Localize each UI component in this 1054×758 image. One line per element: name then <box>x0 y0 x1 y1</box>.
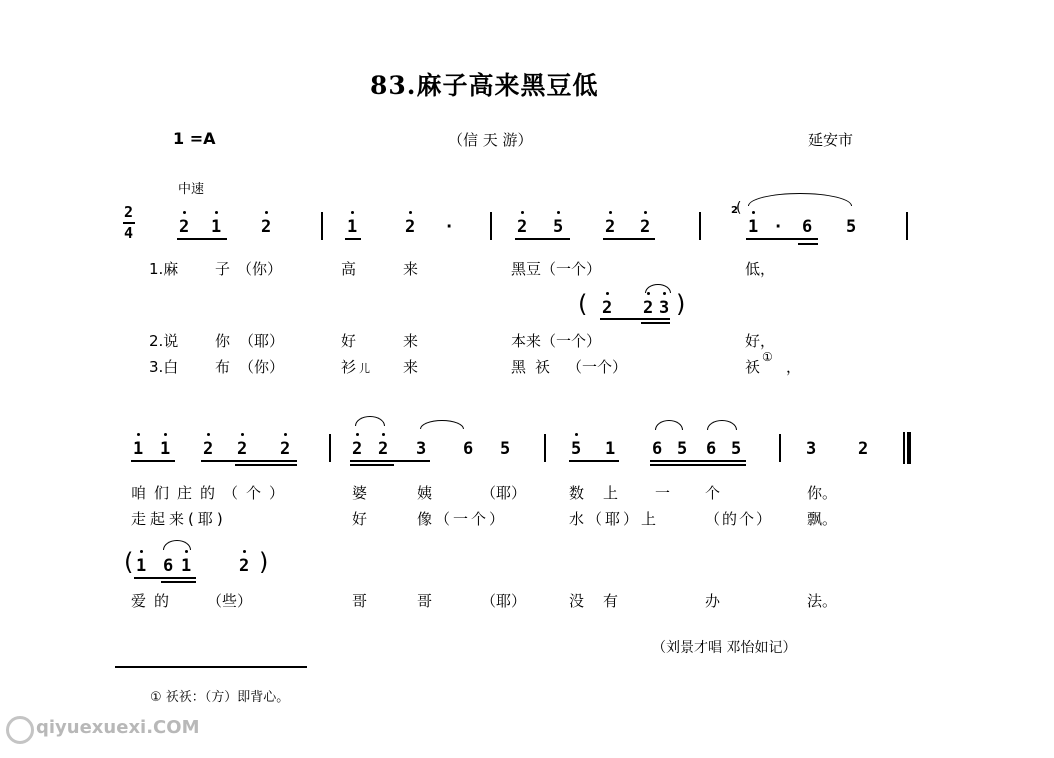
ossia-note: 1 <box>136 556 147 576</box>
ossia-note: 2 <box>602 298 613 318</box>
high-octave-dot <box>356 433 359 436</box>
lyric-syllable: 没 <box>569 592 585 610</box>
ossia-note: 1 <box>181 556 192 576</box>
note: 5 <box>846 217 857 237</box>
beam <box>569 460 619 462</box>
lyric-syllable: （你） <box>237 260 283 278</box>
lyric-syllable: 高 <box>341 260 357 278</box>
lyric-syllable: 来 <box>403 260 419 278</box>
note-extension: 2 <box>858 439 869 459</box>
lyric-syllable: 衫 <box>341 358 357 376</box>
dotted-note-dot: · <box>444 217 455 237</box>
lyric-syllable: 姨 <box>417 484 433 502</box>
ossia-slur <box>645 284 671 293</box>
lyric-syllable: 1.麻 <box>149 260 179 278</box>
phrase-slur <box>748 193 852 206</box>
beam <box>515 238 570 240</box>
note: 3 <box>806 439 817 459</box>
lyric-syllable: 低， <box>745 260 776 278</box>
high-octave-dot <box>241 433 244 436</box>
lyric-syllable: （的个） <box>705 510 774 528</box>
double-beam <box>235 464 297 466</box>
note: 1 <box>748 217 759 237</box>
barline <box>906 212 908 240</box>
lyric-syllable: 3.白 <box>149 358 179 376</box>
dotted-note-dot: · <box>773 217 784 237</box>
beam <box>177 238 227 240</box>
barline <box>544 434 546 462</box>
ossia-paren-close: ) <box>259 548 269 576</box>
note: 2 <box>605 217 616 237</box>
tempo-marking: 中速 <box>178 182 205 197</box>
high-octave-dot <box>575 433 578 436</box>
note: 1 <box>160 439 171 459</box>
lyric-syllable: 祅 <box>745 358 761 376</box>
grace-slur: ( <box>736 200 742 216</box>
lyric-syllable: （耶） <box>239 332 285 350</box>
high-octave-dot <box>609 211 612 214</box>
high-octave-dot <box>265 211 268 214</box>
lyric-syllable: ， <box>786 358 802 376</box>
lyric-syllable: 祅 <box>535 358 551 376</box>
high-octave-dot <box>284 433 287 436</box>
double-beam <box>641 322 670 324</box>
double-beam <box>650 464 746 466</box>
place-label: 延安市 <box>808 131 854 149</box>
lyric-syllable: 飘。 <box>807 510 838 528</box>
grace-note: 2 <box>731 205 738 216</box>
beam <box>134 577 196 579</box>
beam <box>131 460 175 462</box>
note: 2 <box>179 217 190 237</box>
ossia-note: 3 <box>659 298 670 318</box>
high-octave-dot <box>752 211 755 214</box>
song-title: 83.麻子高来黑豆低 <box>370 71 599 100</box>
note: 2 <box>352 439 363 459</box>
lyric-syllable: 好 <box>352 510 368 528</box>
high-octave-dot <box>382 433 385 436</box>
note: 5 <box>677 439 688 459</box>
lyric-syllable: 好， <box>745 332 776 350</box>
footnote-marker: ① <box>762 350 773 364</box>
beam <box>650 460 746 462</box>
time-signature-top: 2 <box>124 203 134 221</box>
barline <box>490 212 492 240</box>
note: 2 <box>261 217 272 237</box>
high-octave-dot <box>521 211 524 214</box>
lyric-syllable: 爱的 <box>131 592 178 610</box>
lyric-syllable: 黑 <box>511 358 527 376</box>
lyric-syllable: 办 <box>705 592 721 610</box>
lyric-syllable: 哥 <box>417 592 433 610</box>
ossia-paren-close: ) <box>676 290 686 318</box>
ossia-paren-open: ( <box>578 290 588 318</box>
footnote-text: ① 祅祅：（方）即背心。 <box>150 690 290 705</box>
note: 2 <box>405 217 416 237</box>
slur <box>655 420 683 430</box>
barline <box>321 212 323 240</box>
note: 6 <box>652 439 663 459</box>
ossia-note: 2 <box>239 556 250 576</box>
note: 2 <box>640 217 651 237</box>
watermark-text: qiyuexuexi.COM <box>36 717 200 738</box>
high-octave-dot <box>137 433 140 436</box>
beam <box>746 238 818 240</box>
beam <box>201 460 297 462</box>
lyric-syllable: 哥 <box>352 592 368 610</box>
ossia-slur <box>163 540 191 550</box>
high-octave-dot <box>140 550 143 553</box>
lyric-syllable: 数 <box>569 484 585 502</box>
note: 2 <box>517 217 528 237</box>
slur <box>420 420 464 429</box>
slur <box>707 420 737 430</box>
lyric-syllable: 法。 <box>807 592 838 610</box>
lyric-syllable: 来 <box>403 358 419 376</box>
lyric-syllable: 一 <box>655 484 671 502</box>
note: 2 <box>203 439 214 459</box>
genre-label: （信 天 游） <box>448 131 533 149</box>
high-octave-dot <box>207 433 210 436</box>
high-octave-dot <box>215 211 218 214</box>
lyric-syllable: 2.说 <box>149 332 179 350</box>
note: 2 <box>280 439 291 459</box>
lyric-syllable: （耶） <box>481 592 527 610</box>
note: 1 <box>347 217 358 237</box>
lyric-syllable: 子 <box>215 260 231 278</box>
time-signature-bottom: 4 <box>124 224 134 242</box>
note: 2 <box>237 439 248 459</box>
high-octave-dot <box>557 211 560 214</box>
beam <box>600 318 670 320</box>
note: 3 <box>416 439 427 459</box>
lyric-syllable: （些） <box>207 592 253 610</box>
high-octave-dot <box>351 211 354 214</box>
lyric-syllable: 婆 <box>352 484 368 502</box>
lyric-syllable: 本来（一个） <box>511 332 602 350</box>
watermark-logo-icon <box>6 716 34 744</box>
lyric-syllable: 像（一个） <box>417 510 508 528</box>
note: 6 <box>802 217 813 237</box>
footnote-divider <box>115 666 307 668</box>
high-octave-dot <box>185 550 188 553</box>
note: 1 <box>605 439 616 459</box>
barline <box>699 212 701 240</box>
barline <box>329 434 331 462</box>
lyric-syllable: 有 <box>603 592 619 610</box>
final-barline-thin <box>903 432 905 464</box>
double-beam <box>161 581 196 583</box>
slur <box>355 416 385 426</box>
high-octave-dot <box>164 433 167 436</box>
lyric-syllable: 咱们庄的（个） <box>131 484 293 502</box>
ossia-paren-open: ( <box>124 548 134 576</box>
lyric-syllable: （你） <box>239 358 285 376</box>
note: 1 <box>133 439 144 459</box>
lyric-syllable: 布 <box>215 358 231 376</box>
high-octave-dot <box>644 211 647 214</box>
high-octave-dot <box>409 211 412 214</box>
double-beam <box>798 243 818 245</box>
barline <box>779 434 781 462</box>
lyric-syllable: 好 <box>341 332 357 350</box>
note: 2 <box>378 439 389 459</box>
high-octave-dot <box>183 211 186 214</box>
note: 5 <box>731 439 742 459</box>
lyric-syllable: 黑豆（一个） <box>511 260 602 278</box>
beam <box>603 238 655 240</box>
note: 5 <box>500 439 511 459</box>
note: 5 <box>553 217 564 237</box>
note: 6 <box>463 439 474 459</box>
credit-line: （刘景才唱 邓怡如记） <box>652 640 797 656</box>
lyric-syllable: 走起来(耶) <box>131 510 227 528</box>
lyric-syllable: 个 <box>705 484 721 502</box>
high-octave-dot <box>606 292 609 295</box>
ossia-note: 6 <box>163 556 174 576</box>
beam <box>350 460 430 462</box>
lyric-syllable: 上 <box>603 484 619 502</box>
lyric-syllable: （耶） <box>481 484 527 502</box>
lyric-syllable: 水（耶）上 <box>569 510 660 528</box>
lyric-syllable: 来 <box>403 332 419 350</box>
lyric-syllable: 你 <box>215 332 231 350</box>
high-octave-dot <box>243 550 246 553</box>
note: 1 <box>211 217 222 237</box>
beam <box>345 238 361 240</box>
note: 5 <box>571 439 582 459</box>
lyric-syllable: （一个） <box>567 358 628 376</box>
lyric-syllable: 你。 <box>807 484 838 502</box>
key-signature: 1 =A <box>173 129 216 148</box>
ossia-note: 2 <box>643 298 654 318</box>
note: 6 <box>706 439 717 459</box>
final-barline-thick <box>907 432 911 464</box>
double-beam <box>350 464 394 466</box>
lyric-syllable: 儿 <box>359 362 370 375</box>
